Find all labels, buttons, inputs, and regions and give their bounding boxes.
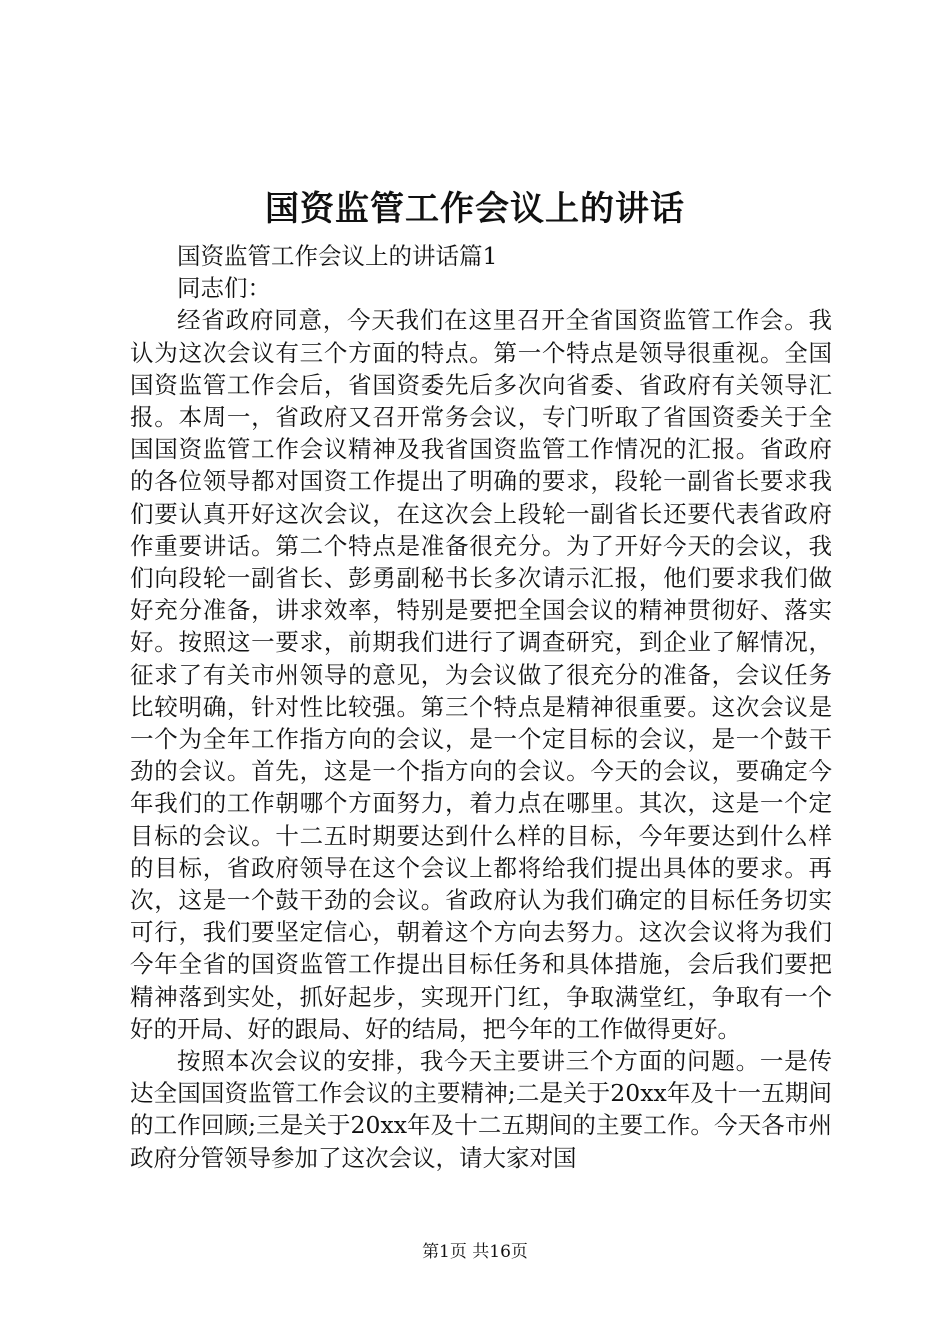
- document-title: 国资监管工作会议上的讲话: [265, 189, 685, 229]
- paragraph-2: 按照本次会议的安排，我今天主要讲三个方面的问题。一是传达全国国资监管工作会议的主要精神;二是关于20xx年及十一五期间的工作回顾;三是关于20xx年及十二五期间的主要工作。今天各市州政府分管领导参加了这次会议，请大家对国: [130, 1047, 832, 1172]
- paragraph-1: 经省政府同意，今天我们在这里召开全省国资监管工作会。我认为这次会议有三个方面的特点。第一个特点是领导很重视。全国国资监管工作会后，省国资委先后多次向省委、省政府有关领导汇报。本周一，省政府又召开常务会议，专门听取了省国资委关于全国国资监管工作会议精神及我省国资监管工作情况的汇报。省政府的各位领导都对国资工作提出了明确的要求，段轮一副省长要求我们要认真开好这次会议，在这次会上段轮一副省长还要代表省政府作重要讲话。第二个特点是准备很充分。为了开好今天的会议，我们向段轮一副省长、彭勇副秘书长多次请示汇报，他们要求我们做好充分准备，讲求效率，特别是要把全国会议的精神贯彻好、落实好。按照这一要求，前期我们进行了调查研究，到企业了解情况，征求了有关市州领导的意见，为会议做了很充分的准备，会议任务比较明确，针对性比较强。第三个特点是精神很重要。这次会议是一个为全年工作指方向的会议，是一个定目标的会议，是一个鼓干劲的会议。首先，这是一个指方向的会议。今天的会议，要确定今年我们的工作朝哪个方面努力，着力点在哪里。其次，这是一个定目标的会议。十二五时期要达到什么样的目标，今年要达到什么样的目标，省政府领导在这个会议上都将给我们提出具体的要求。再次，这是一个鼓干劲的会议。省政府认为我们确定的目标任务切实可行，我们要坚定信心，朝着这个方向去努力。这次会议将为我们今年全省的国资监管工作提出目标任务和具体措施，会后我们要把精神落到实处，抓好起步，实现开门红，争取满堂红，争取有一个好的开局、好的跟局、好的结局，把今年的工作做得更好。: [130, 306, 832, 1043]
- subheading: 国资监管工作会议上的讲话篇1: [177, 242, 498, 270]
- document-body: [130, 240, 832, 1174]
- salutation: 同志们：: [177, 274, 271, 303]
- page-number-footer: 第1页 共16页: [422, 1242, 528, 1262]
